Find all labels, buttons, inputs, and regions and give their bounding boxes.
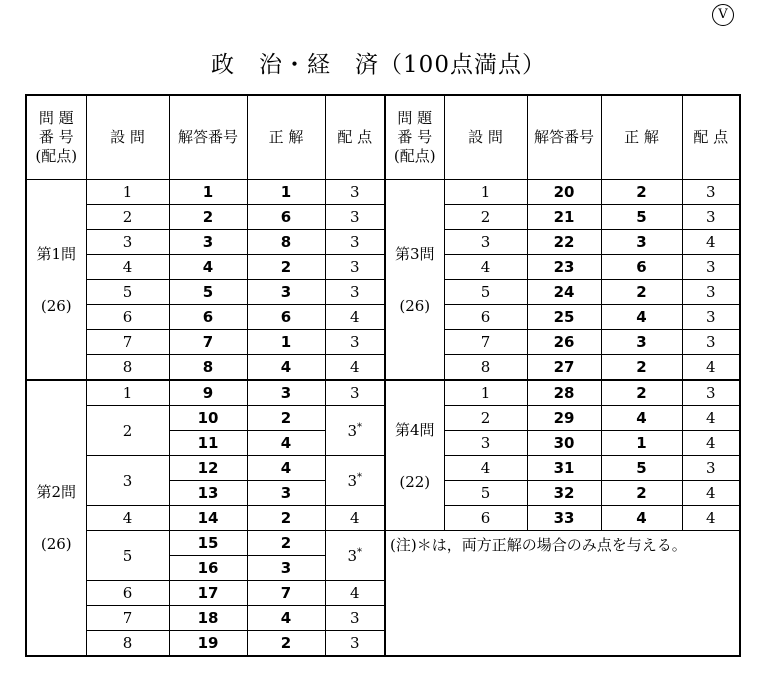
correct-answer-cell: 3: [601, 230, 682, 255]
footnote: (注)＊は，両方正解の場合のみ点を与える。: [385, 531, 740, 657]
table-row: [26, 280, 740, 305]
table-row: [26, 205, 740, 230]
correct-answer-cell: 6: [601, 255, 682, 280]
points-cell: 4: [682, 481, 740, 506]
answer-number-cell: 6: [169, 305, 247, 330]
table-row: [26, 531, 740, 556]
correct-answer-cell: 4: [601, 305, 682, 330]
points-cell: 3: [682, 456, 740, 481]
correct-answer-cell: 3: [247, 556, 325, 581]
question-cell: 6: [444, 305, 527, 330]
correct-answer-cell: 2: [247, 406, 325, 431]
question-cell: 4: [444, 456, 527, 481]
question-cell: 8: [444, 355, 527, 381]
correct-answer-cell: 3: [247, 380, 325, 406]
table-row: [26, 355, 740, 381]
both-correct-mark: *: [357, 471, 363, 483]
answer-number-cell: 8: [169, 355, 247, 381]
problem-group-cell: 第2問 (26): [26, 380, 86, 656]
points-cell: 3: [325, 180, 385, 205]
answer-number-cell: 7: [169, 330, 247, 355]
points-cell: 3: [325, 606, 385, 631]
header-question: 設 問: [86, 95, 169, 180]
header-row: [26, 95, 740, 180]
question-cell: 4: [444, 255, 527, 280]
points-cell: 3: [325, 280, 385, 305]
answer-number-cell: 19: [169, 631, 247, 657]
answer-number-cell: 33: [527, 506, 601, 531]
question-cell: 5: [444, 280, 527, 305]
points-cell: 3: [325, 230, 385, 255]
points-cell: 4: [325, 305, 385, 330]
points-cell: 3*: [325, 406, 385, 456]
answer-number-cell: 17: [169, 581, 247, 606]
points-cell: 3: [325, 205, 385, 230]
table-row: [26, 305, 740, 330]
points-cell: 3: [682, 305, 740, 330]
correct-answer-cell: 2: [247, 506, 325, 531]
question-cell: 1: [444, 380, 527, 406]
question-cell: 6: [86, 581, 169, 606]
header-answer-number: 解答番号: [527, 95, 601, 180]
answer-number-cell: 18: [169, 606, 247, 631]
answer-number-cell: 30: [527, 431, 601, 456]
correct-answer-cell: 8: [247, 230, 325, 255]
points-cell: 3: [325, 380, 385, 406]
question-cell: 1: [86, 380, 169, 406]
question-cell: 3: [86, 456, 169, 506]
answer-number-cell: 11: [169, 431, 247, 456]
header-problem-number: 問 題 番 号 (配点): [385, 95, 444, 180]
table-row: [26, 230, 740, 255]
table-row: [26, 456, 740, 481]
answer-number-cell: 26: [527, 330, 601, 355]
answer-number-cell: 31: [527, 456, 601, 481]
problem-group-cell: 第3問 (26): [385, 180, 444, 381]
points-cell: 4: [325, 355, 385, 381]
correct-answer-cell: 2: [601, 280, 682, 305]
question-cell: 8: [86, 631, 169, 657]
points-cell: 4: [682, 506, 740, 531]
correct-answer-cell: 5: [601, 456, 682, 481]
points-cell: 4: [325, 506, 385, 531]
header-correct: 正 解: [247, 95, 325, 180]
answer-number-cell: 21: [527, 205, 601, 230]
answer-number-cell: 2: [169, 205, 247, 230]
header-question: 設 問: [444, 95, 527, 180]
question-cell: 2: [86, 205, 169, 230]
correct-answer-cell: 3: [247, 481, 325, 506]
correct-answer-cell: 2: [247, 631, 325, 657]
answer-number-cell: 15: [169, 531, 247, 556]
answer-number-cell: 28: [527, 380, 601, 406]
correct-answer-cell: 2: [601, 355, 682, 381]
points-cell: 3: [682, 205, 740, 230]
correct-answer-cell: 1: [247, 330, 325, 355]
points-cell: 3: [325, 255, 385, 280]
question-cell: 8: [86, 355, 169, 381]
correct-answer-cell: 4: [247, 355, 325, 381]
both-correct-mark: *: [357, 546, 363, 558]
correct-answer-cell: 2: [247, 255, 325, 280]
points-cell: 4: [325, 581, 385, 606]
question-cell: 5: [444, 481, 527, 506]
points-cell: 3: [682, 255, 740, 280]
question-cell: 7: [86, 330, 169, 355]
problem-group-cell: 第4問 (22): [385, 380, 444, 531]
header-points: 配 点: [682, 95, 740, 180]
correct-answer-cell: 4: [601, 506, 682, 531]
table-row: [26, 255, 740, 280]
answer-number-cell: 10: [169, 406, 247, 431]
table-row: [26, 380, 740, 406]
question-cell: 2: [86, 406, 169, 456]
correct-answer-cell: 2: [601, 380, 682, 406]
points-cell: 3: [682, 280, 740, 305]
answer-number-cell: 12: [169, 456, 247, 481]
header-correct: 正 解: [601, 95, 682, 180]
question-cell: 2: [444, 205, 527, 230]
answer-number-cell: 23: [527, 255, 601, 280]
correct-answer-cell: 4: [247, 456, 325, 481]
correct-answer-cell: 4: [247, 606, 325, 631]
question-cell: 1: [444, 180, 527, 205]
correct-answer-cell: 5: [601, 205, 682, 230]
answer-number-cell: 1: [169, 180, 247, 205]
table-row: [26, 180, 740, 205]
correct-answer-cell: 3: [601, 330, 682, 355]
question-cell: 3: [444, 431, 527, 456]
answer-number-cell: 25: [527, 305, 601, 330]
answer-number-cell: 29: [527, 406, 601, 431]
answer-number-cell: 16: [169, 556, 247, 581]
points-cell: 3*: [325, 531, 385, 581]
correct-answer-cell: 6: [247, 305, 325, 330]
answer-number-cell: 9: [169, 380, 247, 406]
answer-number-cell: 27: [527, 355, 601, 381]
correct-answer-cell: 2: [601, 180, 682, 205]
both-correct-mark: *: [357, 421, 363, 433]
correct-answer-cell: 2: [247, 531, 325, 556]
answer-number-cell: 22: [527, 230, 601, 255]
answer-table: [25, 94, 741, 657]
points-cell: 3: [325, 330, 385, 355]
header-problem-number: 問 題 番 号 (配点): [26, 95, 86, 180]
question-cell: 4: [86, 506, 169, 531]
question-cell: 7: [86, 606, 169, 631]
points-cell: 4: [682, 431, 740, 456]
answer-number-cell: 24: [527, 280, 601, 305]
points-cell: 4: [682, 230, 740, 255]
points-cell: 4: [682, 406, 740, 431]
question-cell: 1: [86, 180, 169, 205]
correct-answer-cell: 4: [601, 406, 682, 431]
answer-number-cell: 20: [527, 180, 601, 205]
question-cell: 3: [86, 230, 169, 255]
problem-group-cell: 第1問 (26): [26, 180, 86, 381]
points-cell: 3*: [325, 456, 385, 506]
header-points: 配 点: [325, 95, 385, 180]
points-cell: 3: [682, 380, 740, 406]
correct-answer-cell: 2: [601, 481, 682, 506]
question-cell: 3: [444, 230, 527, 255]
question-cell: 6: [444, 506, 527, 531]
roman-five-mark: Ⅴ: [712, 4, 734, 26]
correct-answer-cell: 7: [247, 581, 325, 606]
answer-number-cell: 3: [169, 230, 247, 255]
question-cell: 5: [86, 531, 169, 581]
points-cell: 3: [325, 631, 385, 657]
question-cell: 4: [86, 255, 169, 280]
points-cell: 4: [682, 355, 740, 381]
table-row: [26, 406, 740, 431]
table-row: [26, 330, 740, 355]
question-cell: 2: [444, 406, 527, 431]
question-cell: 6: [86, 305, 169, 330]
points-cell: 3: [682, 330, 740, 355]
answer-number-cell: 13: [169, 481, 247, 506]
correct-answer-cell: 1: [601, 431, 682, 456]
question-cell: 7: [444, 330, 527, 355]
correct-answer-cell: 3: [247, 280, 325, 305]
answer-number-cell: 14: [169, 506, 247, 531]
correct-answer-cell: 4: [247, 431, 325, 456]
points-cell: 3: [682, 180, 740, 205]
correct-answer-cell: 1: [247, 180, 325, 205]
correct-answer-cell: 6: [247, 205, 325, 230]
table-row: [26, 506, 740, 531]
answer-number-cell: 4: [169, 255, 247, 280]
answer-number-cell: 32: [527, 481, 601, 506]
answer-number-cell: 5: [169, 280, 247, 305]
header-answer-number: 解答番号: [169, 95, 247, 180]
question-cell: 5: [86, 280, 169, 305]
page-title: 政 治・経 済（100点満点）: [211, 52, 546, 78]
